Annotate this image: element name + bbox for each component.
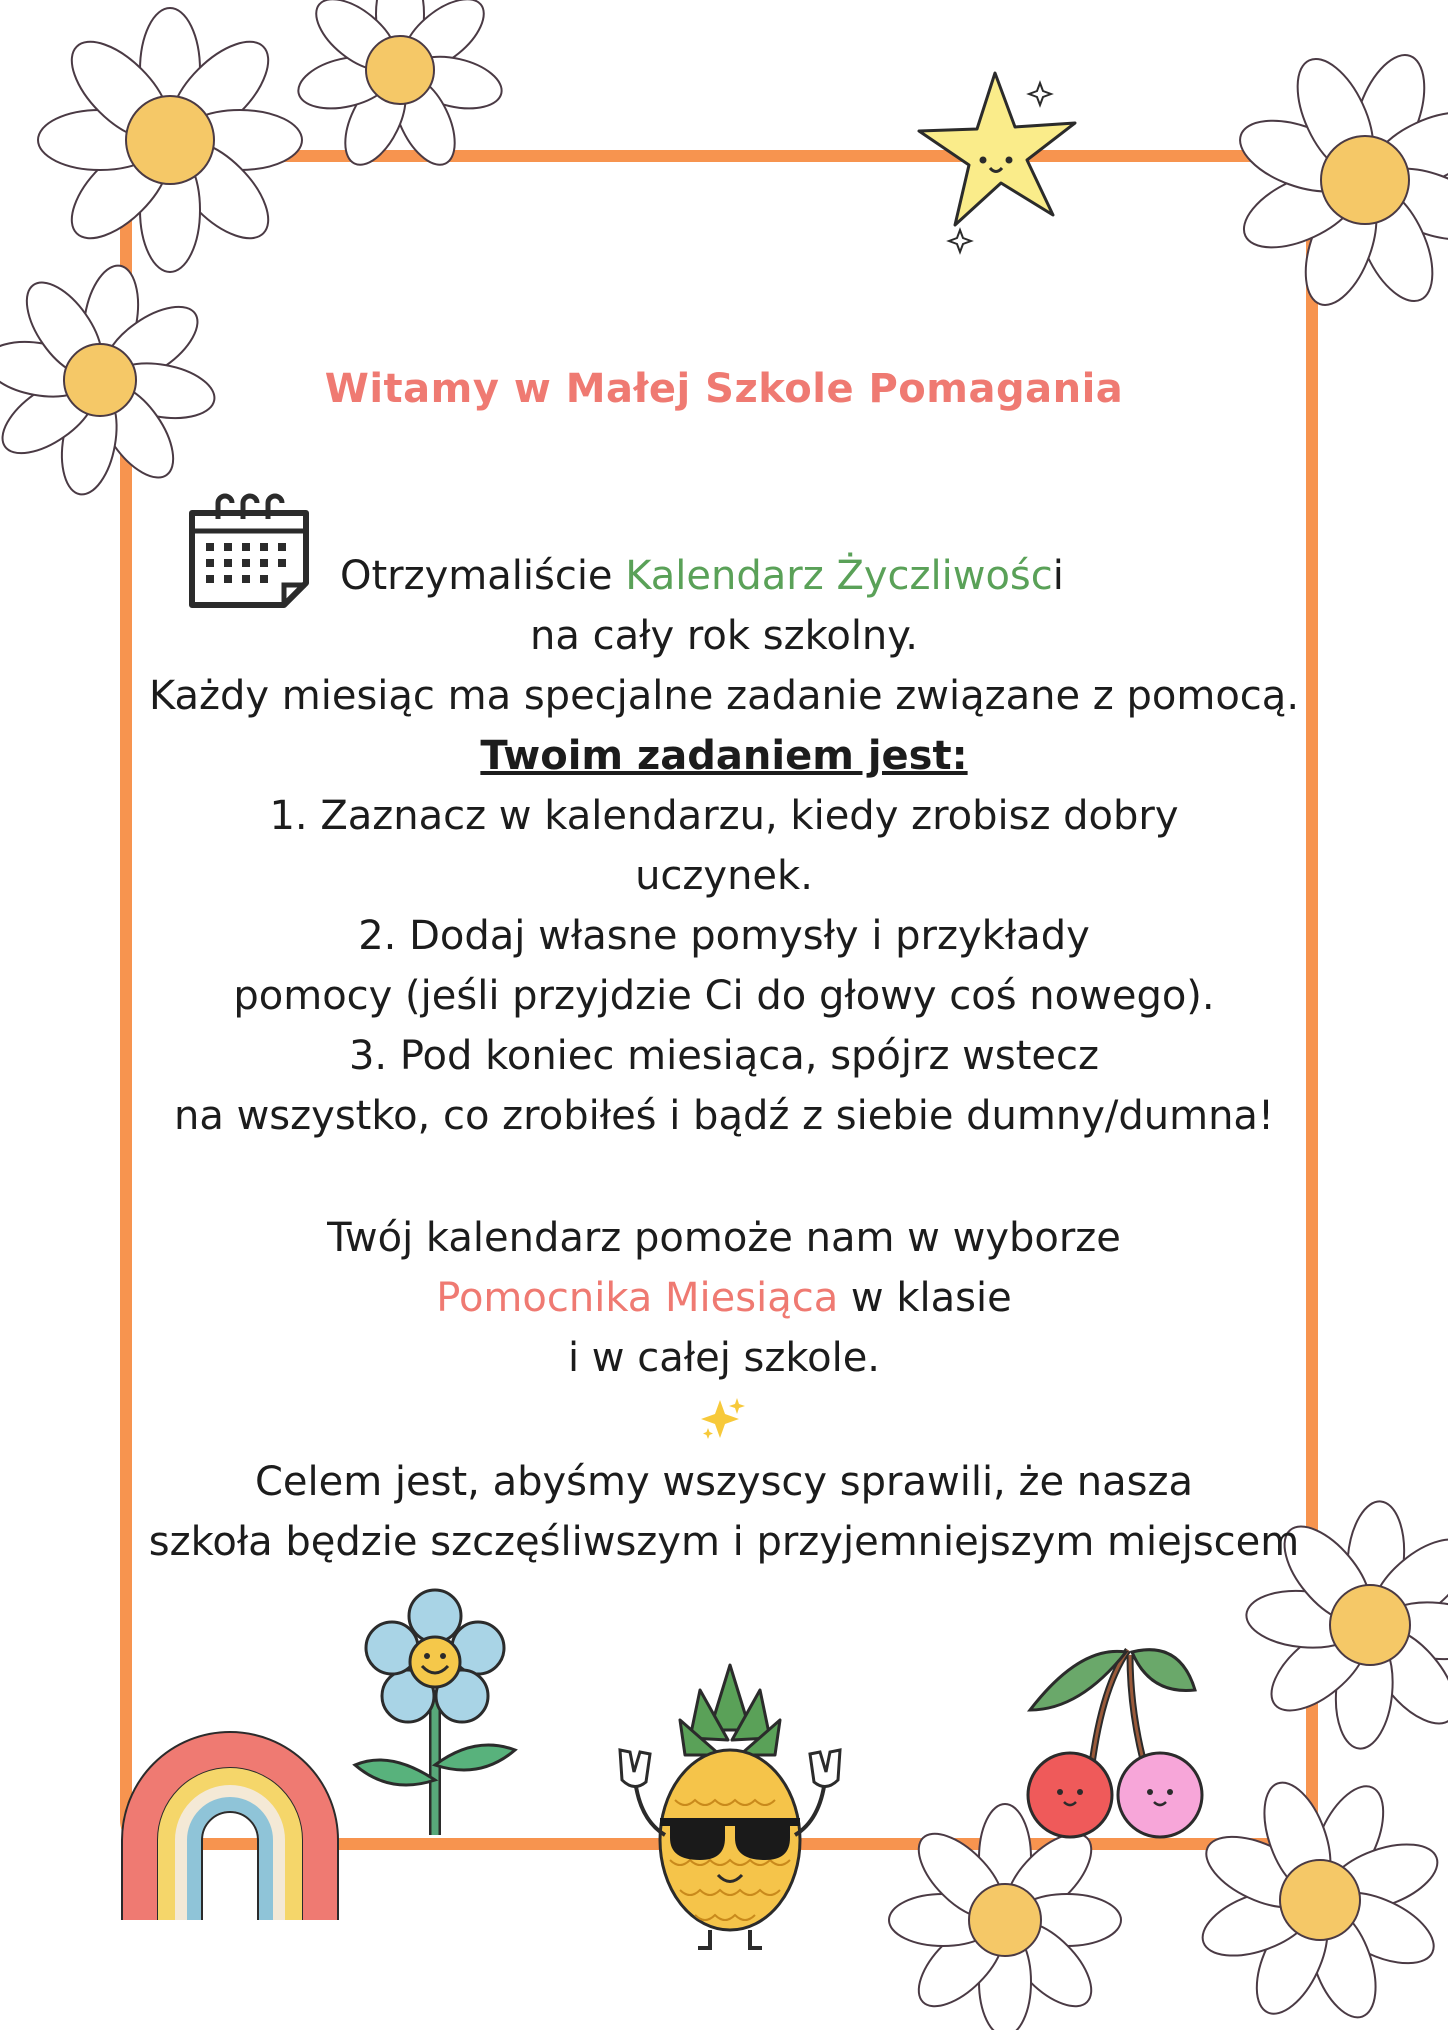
rainbow-icon xyxy=(130,1740,330,1930)
task-3b: na wszystko, co zrobiłeś i bądź z siebie dumny/dumna! xyxy=(174,1093,1274,1139)
task-2a: 2. Dodaj własne pomysły i przykłady xyxy=(358,913,1090,959)
daisy-icon xyxy=(300,0,500,170)
helper-line-1: Twój kalendarz pomoże nam w wyborze xyxy=(327,1215,1121,1261)
helper-line-2 xyxy=(100,1268,1348,1328)
pomocnik-highlight: Pomocnika Miesiąca xyxy=(436,1275,839,1321)
intro-before: Otrzymaliście xyxy=(340,553,626,599)
page-title: Witamy w Małej Szkole Pomagania xyxy=(324,366,1124,412)
daisy-icon xyxy=(1200,1780,1440,2020)
intro-after: i xyxy=(1052,553,1064,599)
flower-face-icon xyxy=(350,1590,520,1840)
pineapple-sunglasses-icon xyxy=(610,1660,850,1960)
line-monthly-task: Każdy miesiąc ma specjalne zadanie związane z pomocą. xyxy=(148,673,1300,719)
daisy-icon xyxy=(1240,55,1448,305)
sparkle-icon xyxy=(700,1396,746,1442)
task-2b: pomocy (jeśli przyjdzie Ci do głowy coś nowego). xyxy=(233,973,1215,1019)
cherries-icon xyxy=(1020,1630,1210,1840)
helper-line-3: i w całej szkole. xyxy=(567,1335,881,1381)
task-heading: Twoim zadaniem jest: xyxy=(480,733,968,779)
task-1b: uczynek. xyxy=(635,853,813,899)
calendar-icon xyxy=(184,495,316,610)
kalendarz-highlight: Kalendarz Życzliwośc xyxy=(625,553,1053,599)
intro-line xyxy=(340,546,1260,606)
goal-line-2: szkoła będzie szczęśliwszym i przyjemniejszym miejscem xyxy=(148,1519,1300,1565)
daisy-icon xyxy=(45,15,295,265)
star-face-icon xyxy=(905,65,1095,255)
line-school-year: na cały rok szkolny. xyxy=(530,613,918,659)
daisy-icon xyxy=(895,1810,1115,2030)
task-1a: 1. Zaznacz w kalendarzu, kiedy zrobisz dobry xyxy=(269,793,1179,839)
helper-after: w klasie xyxy=(838,1275,1012,1321)
goal-line-1: Celem jest, abyśmy wszyscy sprawili, że nasza xyxy=(254,1459,1194,1505)
task-3a: 3. Pod koniec miesiąca, spójrz wstecz xyxy=(348,1033,1100,1079)
